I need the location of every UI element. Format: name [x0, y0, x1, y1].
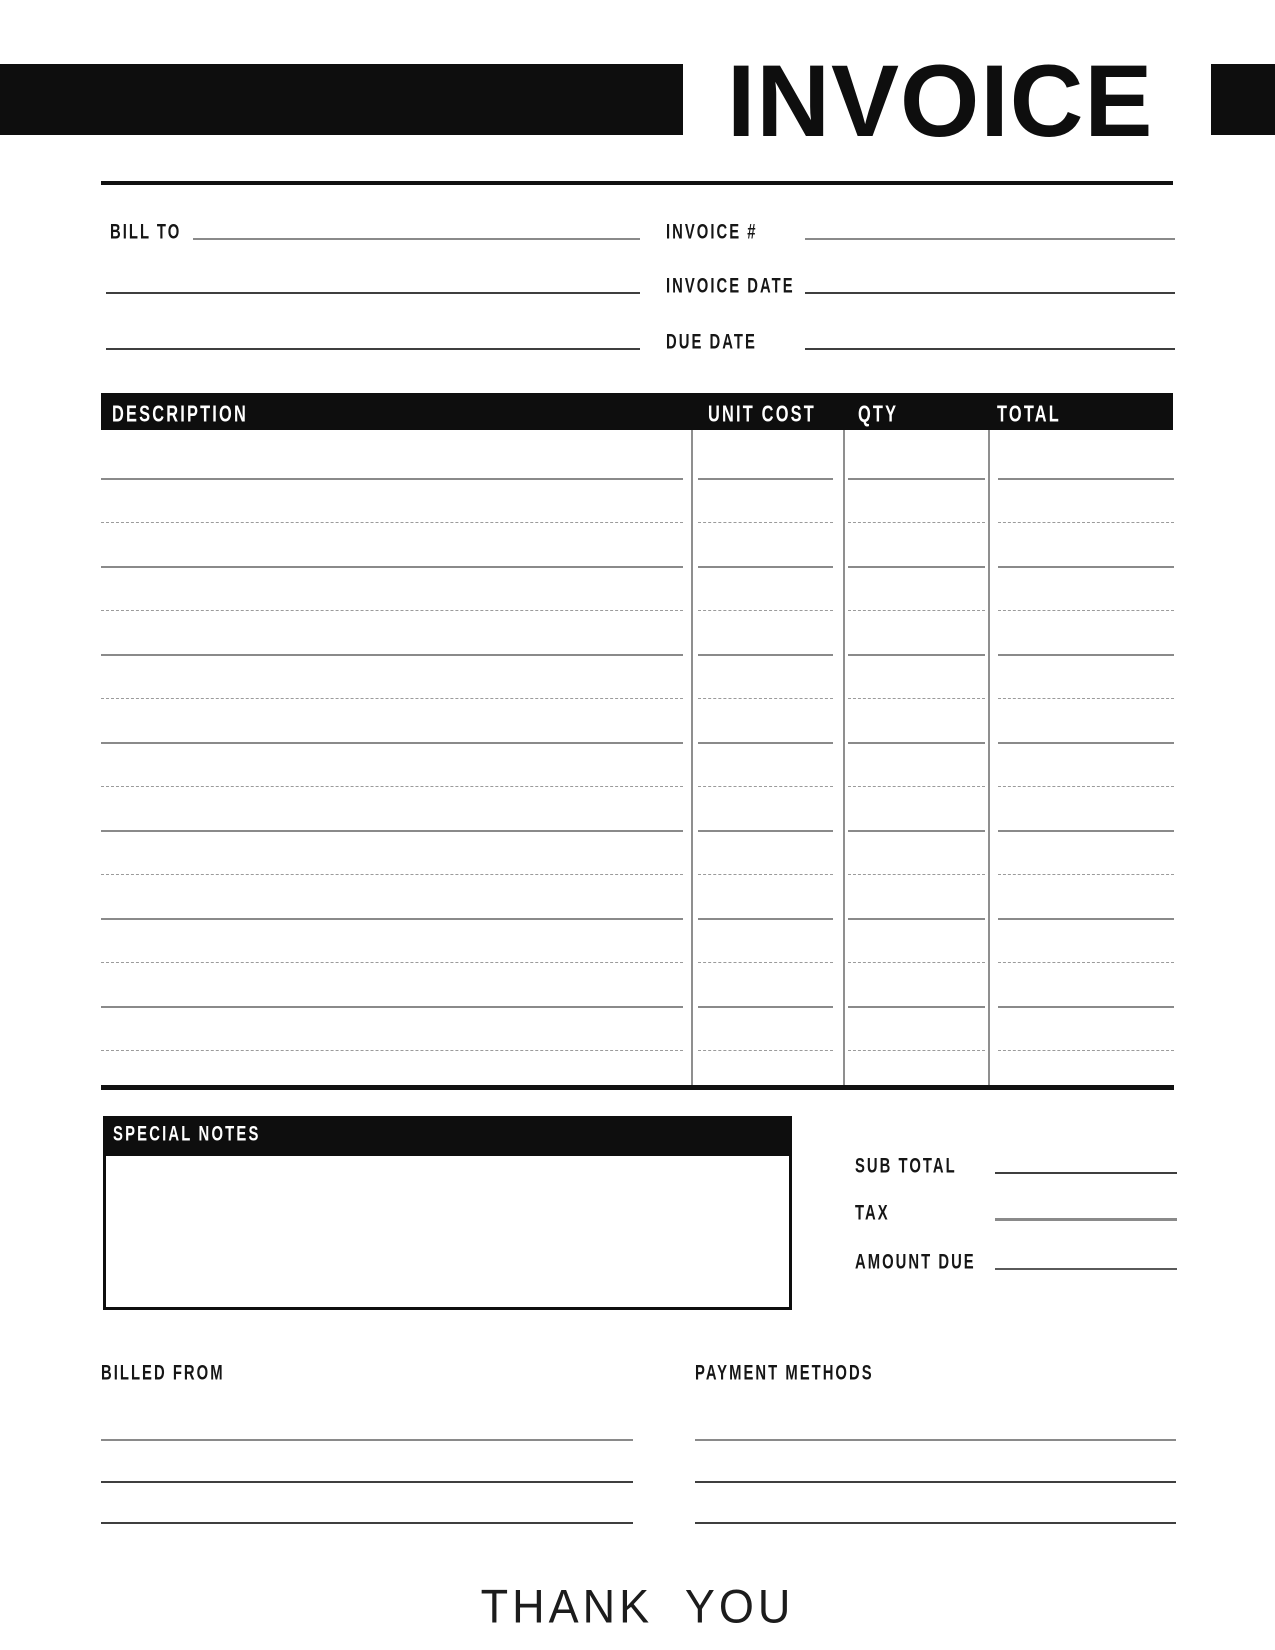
- subtotal-line: [995, 1172, 1177, 1174]
- row-line-segment: [848, 742, 985, 744]
- row-line-segment: [101, 1006, 683, 1008]
- row-line-segment: [101, 610, 683, 611]
- special-notes-header: [103, 1116, 792, 1153]
- billed-from-label: BILLED FROM: [101, 1361, 225, 1386]
- header-bar-left: [0, 64, 683, 135]
- header-divider-rule: [101, 181, 1173, 185]
- row-line-segment: [998, 566, 1174, 568]
- row-line-segment: [101, 874, 683, 875]
- column-header-qty: QTY: [858, 401, 899, 428]
- row-line-segment: [101, 1050, 683, 1051]
- row-line-segment: [698, 654, 833, 656]
- row-line-segment: [698, 566, 833, 568]
- payment-methods-line-1: [695, 1439, 1176, 1441]
- page-title-text: INVOICE: [727, 43, 1154, 158]
- payment-methods-line-2: [695, 1481, 1176, 1483]
- invoice-number-label: INVOICE #: [666, 220, 758, 245]
- column-header-unit-cost: UNIT COST: [708, 401, 816, 428]
- row-line-segment: [698, 522, 833, 523]
- column-header-description: DESCRIPTION: [112, 401, 248, 428]
- row-line-segment: [848, 1050, 985, 1051]
- invoice-number-line: [805, 238, 1175, 240]
- table-bottom-rule: [101, 1085, 1174, 1090]
- row-line-segment: [101, 918, 683, 920]
- column-divider-1: [691, 430, 693, 1085]
- row-line-segment: [101, 478, 683, 480]
- row-line-segment: [101, 522, 683, 523]
- row-line-segment: [698, 742, 833, 744]
- row-line-segment: [848, 610, 985, 611]
- row-line-segment: [698, 1006, 833, 1008]
- row-line-segment: [101, 742, 683, 744]
- bill-to-line-3: [106, 348, 640, 350]
- row-line-segment: [998, 1050, 1174, 1051]
- row-line-segment: [848, 786, 985, 787]
- row-line-segment: [848, 874, 985, 875]
- billed-from-line-1: [101, 1439, 633, 1441]
- bill-to-line-2: [106, 292, 640, 294]
- row-line-segment: [698, 478, 833, 480]
- row-line-segment: [998, 1006, 1174, 1008]
- row-line-segment: [101, 830, 683, 832]
- amount-due-label: AMOUNT DUE: [855, 1250, 976, 1275]
- row-line-segment: [998, 610, 1174, 611]
- row-line-segment: [848, 522, 985, 523]
- row-line-segment: [698, 698, 833, 699]
- row-line-segment: [698, 874, 833, 875]
- billed-from-line-3: [101, 1522, 633, 1524]
- row-line-segment: [998, 698, 1174, 699]
- tax-label: TAX: [855, 1201, 890, 1226]
- thank-you-text: THANK YOU: [480, 1578, 795, 1633]
- page-title: [727, 43, 1154, 158]
- payment-methods-line-3: [695, 1522, 1176, 1524]
- bill-to-line-1: [193, 238, 640, 240]
- row-line-segment: [101, 962, 683, 963]
- column-header-total: TOTAL: [997, 401, 1061, 428]
- row-line-segment: [998, 742, 1174, 744]
- row-line-segment: [698, 962, 833, 963]
- row-line-segment: [998, 830, 1174, 832]
- row-line-segment: [101, 566, 683, 568]
- special-notes-label: SPECIAL NOTES: [113, 1122, 261, 1147]
- row-line-segment: [998, 654, 1174, 656]
- special-notes-box: [103, 1153, 792, 1310]
- row-line-segment: [848, 698, 985, 699]
- bill-to-label: BILL TO: [110, 220, 182, 245]
- payment-methods-label: PAYMENT METHODS: [695, 1361, 874, 1386]
- invoice-date-label: INVOICE DATE: [666, 274, 795, 299]
- row-line-segment: [698, 610, 833, 611]
- row-line-segment: [698, 1050, 833, 1051]
- row-line-segment: [848, 654, 985, 656]
- row-line-segment: [848, 962, 985, 963]
- invoice-date-line: [805, 292, 1175, 294]
- row-line-segment: [698, 786, 833, 787]
- row-line-segment: [848, 566, 985, 568]
- due-date-label: DUE DATE: [666, 330, 757, 355]
- row-line-segment: [848, 478, 985, 480]
- row-line-segment: [848, 1006, 985, 1008]
- row-line-segment: [698, 918, 833, 920]
- row-line-segment: [998, 874, 1174, 875]
- row-line-segment: [101, 786, 683, 787]
- subtotal-label: SUB TOTAL: [855, 1154, 957, 1179]
- row-line-segment: [101, 654, 683, 656]
- row-line-segment: [998, 918, 1174, 920]
- row-line-segment: [998, 786, 1174, 787]
- row-line-segment: [848, 830, 985, 832]
- row-line-segment: [101, 698, 683, 699]
- column-divider-3: [988, 430, 990, 1085]
- row-line-segment: [698, 830, 833, 832]
- row-line-segment: [998, 522, 1174, 523]
- header-bar-right-square: [1211, 64, 1275, 135]
- due-date-line: [805, 348, 1175, 350]
- row-line-segment: [848, 918, 985, 920]
- column-divider-2: [843, 430, 845, 1085]
- amount-due-line: [995, 1268, 1177, 1270]
- row-line-segment: [998, 962, 1174, 963]
- billed-from-line-2: [101, 1481, 633, 1483]
- tax-line: [995, 1218, 1177, 1221]
- row-line-segment: [998, 478, 1174, 480]
